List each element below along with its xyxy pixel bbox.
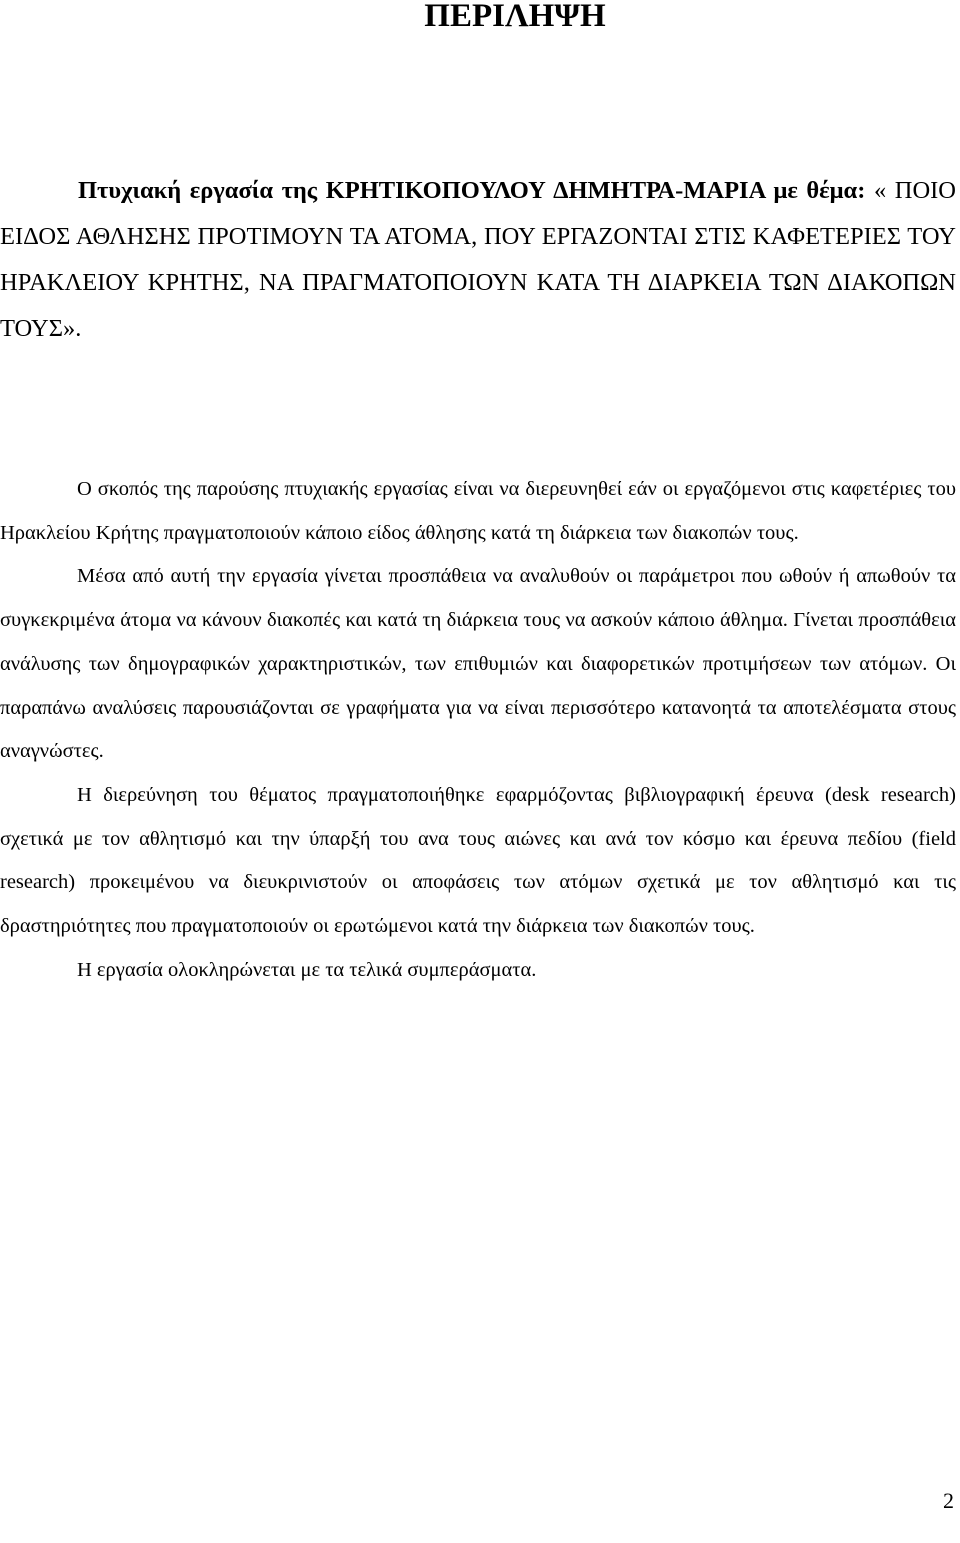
- abstract-paragraph-conclusion: Η εργασία ολοκληρώνεται με τα τελικά συμπεράσματα.: [77, 958, 537, 981]
- page-heading: ΠΕΡΙΛΗΨΗ: [424, 0, 606, 34]
- thesis-author-line: Πτυχιακή εργασία της ΚΡΗΤΙΚΟΠΟΥΛΟΥ ΔΗΜΗΤΡΑ-ΜΑΡΙΑ με θέμα:: [78, 177, 866, 204]
- abstract-paragraph-purpose: Ο σκοπός της παρούσης πτυχιακής εργασίας είναι να διερευνηθεί εάν οι εργαζόμενοι στις καφετέριες του Ηρακλείου Κρήτης πραγματοποιούν κάποιο είδος άθλησης κατά τη διάρκεια των διακοπών τους.: [0, 478, 956, 544]
- abstract-body: [0, 468, 956, 992]
- thesis-topic: « ΠΟΙΟ ΕΙΔΟΣ ΑΘΛΗΣΗΣ ΠΡΟΤΙΜΟΥΝ ΤΑ ΑΤΟΜΑ, ΠΟΥ ΕΡΓΑΖΟΝΤΑΙ ΣΤΙΣ ΚΑΦΕΤΕΡΙΕΣ ΤΟΥ ΗΡΑΚΛΕΙΟΥ ΚΡΗΤΗΣ, ΝΑ ΠΡΑΓΜΑΤΟΠΟΙΟΥΝ ΚΑΤΑ ΤΗ ΔΙΑΡΚΕΙΑ ΤΩΝ ΔΙΑΚΟΠΩΝ ΤΟΥΣ».: [0, 177, 956, 342]
- thesis-intro: [0, 168, 956, 352]
- abstract-paragraph-analysis: Μέσα από αυτή την εργασία γίνεται προσπάθεια να αναλυθούν οι παράμετροι που ωθούν ή απωθούν τα συγκεκριμένα άτομα να κάνουν διακοπές και κατά τη διάρκεια τους να ασκούν κάποιο άθλημα. Γίνεται προσπάθεια ανάλυσης των δημογραφικών χαρακτηριστικών, των επιθυμιών και διαφορετικών προτιμήσεων των ατόμων. Οι παραπάνω αναλύσεις παρουσιάζονται σε γραφήματα για να είναι περισσότερο κατανοητά τα αποτελέσματα στους αναγνώστες.: [0, 565, 956, 763]
- abstract-paragraph-method: Η διερεύνηση του θέματος πραγματοποιήθηκε εφαρμόζοντας βιβλιογραφική έρευνα (desk research) σχετικά με τον αθλητισμό και την ύπαρξή του ανα τους αιώνες και ανά τον κόσμο και έρευνα πεδίου (field research) προκειμένου να διευκρινιστούν οι αποφάσεις των ατόμων σχετικά με τον αθλητισμό και τις δραστηριότητες που πραγματοποιούν οι ερωτώμενοι κατά την διάρκεια των διακοπών τους.: [0, 783, 956, 938]
- page-number: 2: [943, 1488, 954, 1513]
